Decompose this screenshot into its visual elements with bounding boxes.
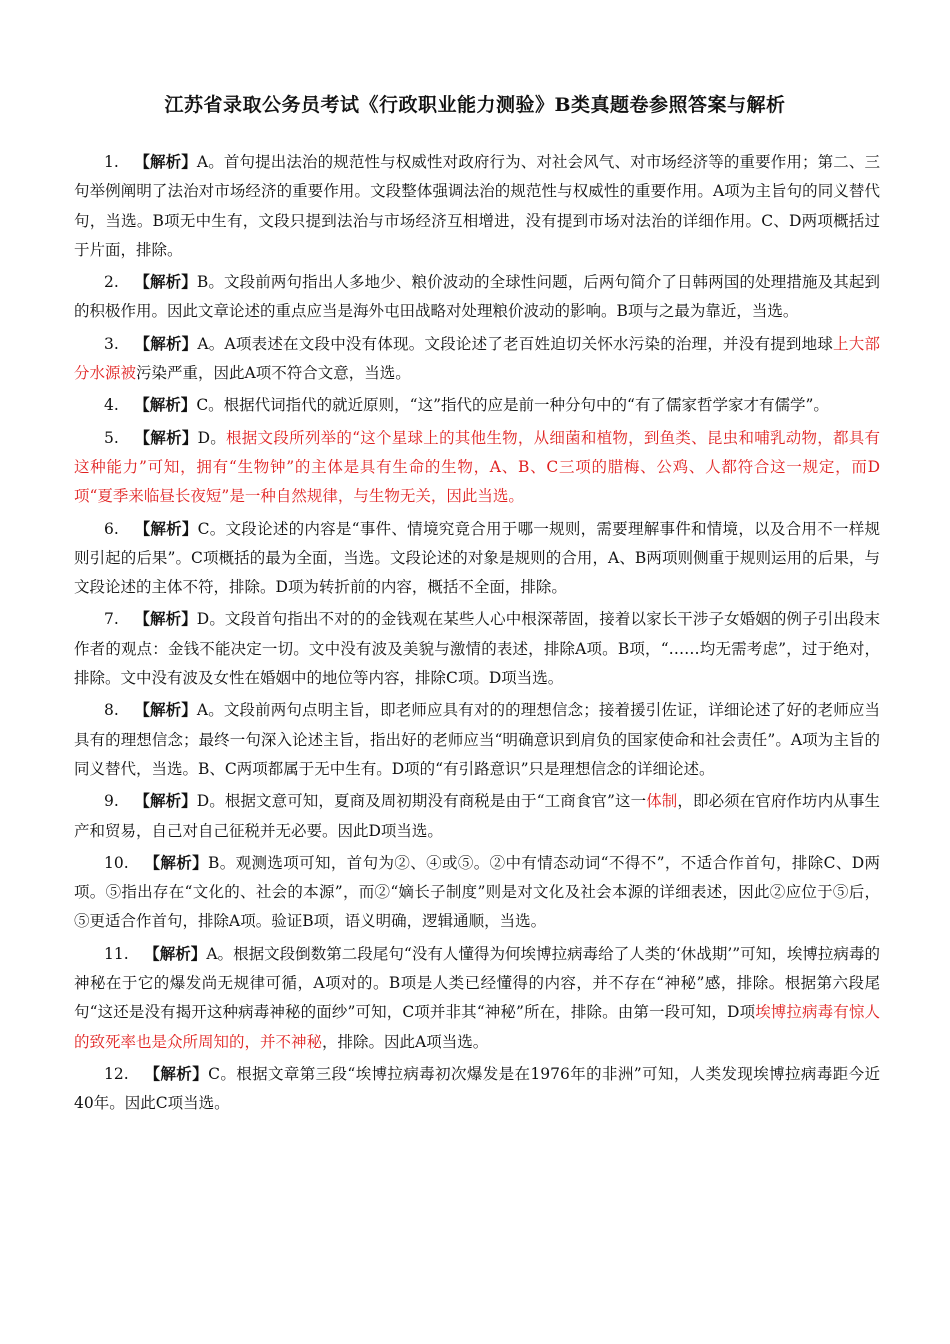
item-number: 8. (104, 701, 119, 720)
answer-item (74, 423, 880, 512)
answer-item (74, 147, 880, 265)
highlighted-text: 上大部分水源被 (74, 334, 880, 383)
answer-item (74, 514, 880, 603)
answer-item (74, 786, 880, 846)
item-text: A。文段前两句点明主旨，即老师应具有对的的理想信念；接着援引佐证，详细论述了好的老师应当具有的理想信念；最终一句深入论述主旨，指出好的老师应当“明确意识到肩负的国家使命和社会责任”。A项为主旨的同义替代，当选。B、C两项都属于无中生有。D项的“有引路意识”只是理想信念的详细论述。 (74, 701, 880, 778)
page-title: 江苏省录取公务员考试《行政职业能力测验》B类真题卷参照答案与解析 (164, 94, 786, 116)
highlighted-text: 根据文段所列举的“这个星球上的其他生物，从细菌和植物，到鱼类、昆虫和哺乳动物，都具有这种能力”可知，拥有“生物钟”的主体是具有生命的生物，A、B、C三项的腊梅、公鸡、人都符合这一规定，而D项“夏季来临昼长夜短”是一种自然规律，与生物无关，因此当选。 (74, 428, 880, 506)
analysis-tag: 【解析】 (134, 609, 197, 629)
answer-item (74, 848, 880, 937)
analysis-tag: 【解析】 (144, 852, 209, 872)
item-text: D。根据文意可知，夏商及周初期没有商税是由于“工商食官”这一 (196, 792, 647, 811)
item-text: B。观测选项可知，首句为②、④或⑤。②中有情态动词“不得不”，不适合作首句，排除C、D两项。⑤指出存在“文化的、社会的本源”，而②“嫡长子制度”则是对文化及社会本源的详细表述，因此②应位于⑤后，⑤更适合作首句，排除A项。验证B项，语义明确，逻辑通顺，当选。 (74, 853, 880, 931)
analysis-tag: 【解析】 (144, 943, 207, 963)
analysis-tag: 【解析】 (144, 1063, 209, 1083)
item-text: C。根据代词指代的就近原则，“这”指代的应是前一种分句中的“有了儒家哲学家才有儒学”。 (196, 396, 829, 415)
analysis-tag: 【解析】 (134, 333, 198, 353)
item-number: 4. (104, 396, 119, 415)
answer-item (74, 695, 880, 784)
item-text: D。 (197, 428, 227, 447)
highlighted-text: 体制 (646, 792, 678, 811)
analysis-tag: 【解析】 (134, 791, 197, 811)
item-number: 1. (104, 153, 119, 171)
analysis-tag: 【解析】 (134, 152, 197, 171)
analysis-tag: 【解析】 (134, 427, 198, 447)
answer-item (74, 939, 880, 1057)
item-number: 10. (104, 853, 129, 872)
item-text: 污染严重，因此A项不符合文意，当选。 (136, 364, 411, 383)
item-text: A。首句提出法治的规范性与权威性对政府行为、对社会风气、对市场经济等的重要作用；第二、三句举例阐明了法治对市场经济的重要作用。文段整体强调法治的规范性与权威性的重要作用。A项为主旨句的同义替代句，当选。B项无中生有，文段只提到法治与市场经济互相增进，没有提到市场对法治的详细作用。C、D两项概括过于片面，排除。 (74, 153, 880, 259)
answer-item (74, 1059, 880, 1119)
item-number: 5. (104, 428, 119, 447)
item-text: D。文段首句指出不对的的金钱观在某些人心中根深蒂固，接着以家长干涉子女婚姻的例子引出段末作者的观点：金钱不能决定一切。文中没有波及美貌与激情的表述，排除A项。B项，“……均无需考虑”，过于绝对，排除。文中没有波及女性在婚姻中的地位等内容，排除C项。D项当选。 (74, 610, 880, 688)
analysis-tag: 【解析】 (134, 518, 198, 538)
item-number: 11. (104, 944, 129, 963)
item-number: 3. (104, 334, 119, 353)
answer-item (74, 329, 880, 389)
item-number: 6. (104, 519, 119, 538)
item-text: C。文段论述的内容是“事件、情境究竟合用于哪一规则，需要理解事件和情境，以及合用不一样规则引起的后果”。C项概括的最为全面，当选。文段论述的对象是规则的合用，A、B两项则侧重于规则运用的后果，与文段论述的主体不符，排除。D项为转折前的内容，概括不全面，排除。 (74, 519, 880, 597)
item-number: 12. (104, 1064, 129, 1083)
item-text: A。A项表述在文段中没有体现。文段论述了老百姓迫切关怀水污染的治理，并没有提到地球 (197, 334, 834, 353)
answer-item (74, 390, 880, 420)
answer-item (74, 267, 880, 327)
item-text: B。文段前两句指出人多地少、粮价波动的全球性问题，后两句简介了日韩两国的处理措施及其起到的积极作用。因此文章论述的重点应当是海外屯田战略对处理粮价波动的影响。B项与之最为靠近，当选。 (74, 273, 880, 321)
analysis-tag: 【解析】 (134, 272, 197, 292)
item-number: 2. (104, 273, 119, 292)
highlighted-text: 埃博拉病毒有惊人的致死率也是众所周知的，并不神秘 (74, 1003, 880, 1051)
item-text: A。根据文段倒数第二段尾句“没有人懂得为何埃博拉病毒给了人类的‘休战期’”可知，埃博拉病毒的神秘在于它的爆发尚无规律可循，A项对的。B项是人类已经懂得的内容，并不存在“神秘”感，排除。根据第六段尾句“这还是没有揭开这种病毒神秘的面纱”可知，C项并非其“神秘”所在，排除。由第一段可知，D项 (74, 944, 880, 1022)
analysis-tag: 【解析】 (134, 700, 197, 720)
item-text: ，即必须在官府作坊内从事生产和贸易，自己对自己征税并无必要。因此D项当选。 (74, 792, 880, 840)
analysis-tag: 【解析】 (134, 395, 197, 415)
item-number: 9. (104, 792, 119, 811)
item-text: ，排除。因此A项当选。 (322, 1032, 489, 1051)
item-number: 7. (104, 610, 119, 629)
answer-item (74, 604, 880, 693)
item-text: C。根据文章第三段“埃博拉病毒初次爆发是在1976年的非洲”可知，人类发现埃博拉病毒距今近40年。因此C项当选。 (74, 1064, 880, 1113)
answer-list (74, 147, 880, 1121)
